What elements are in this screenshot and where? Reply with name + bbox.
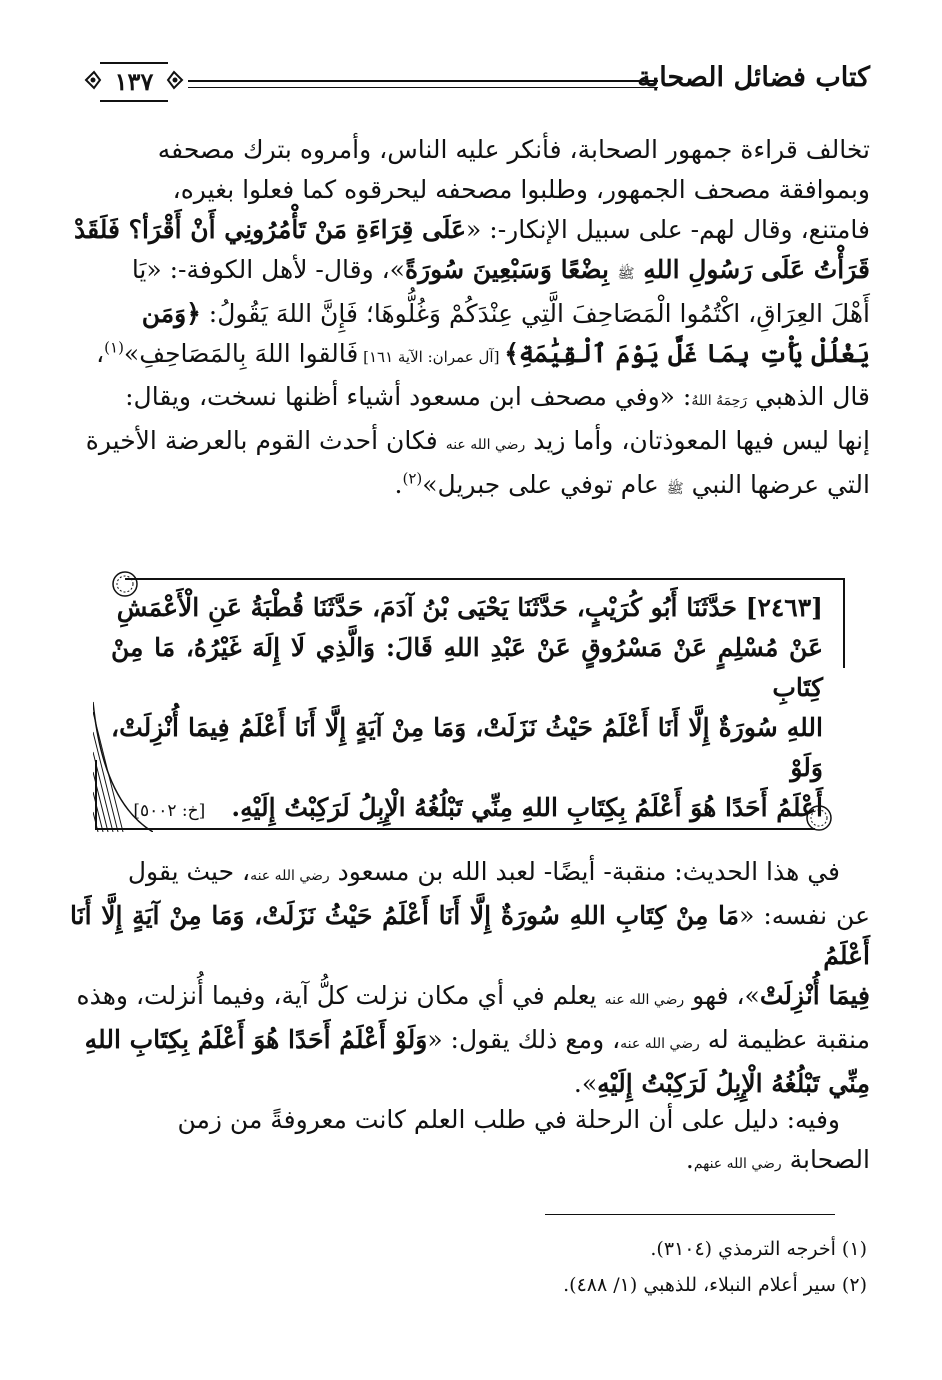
- text-line: [70, 421, 870, 465]
- header-rule-thin: [188, 87, 658, 88]
- hadith-span: أَعْلَمُ أَحَدًا هُوَ أَعْلَمُ بِكِتَابِ اللهِ مِنِّي تَبْلُغُهُ الْإِبِلُ لَرَكِبْتُ إِلَيْهِ.: [231, 793, 823, 822]
- text-span: .: [394, 470, 403, 499]
- paragraph-2: [70, 852, 870, 1104]
- text-line: [70, 852, 870, 896]
- text-span: أَهْلَ العِرَاقِ، اكْتُمُوا الْمَصَاحِفَ الَّتِي عِنْدَكُمْ وَغُلُّوهَا؛ فَإِنَّ اللهَ يَقُولُ:: [200, 299, 870, 328]
- frame-border: [125, 578, 845, 580]
- footnote-2: (٢) سير أعلام النبلاء، للذهبي (١/ ٤٨٨).: [563, 1274, 867, 1296]
- text-line: [70, 896, 870, 976]
- text-span: عام توفي على جبريل»: [422, 470, 667, 499]
- text-span: فَالقوا اللهَ بِالمَصَاحِفِ»: [123, 339, 359, 368]
- text-span: إنها ليس فيها المعوذتان، وأما زيد: [525, 426, 870, 455]
- hadith-reference: [خ: ٥٠٠٢]: [133, 801, 206, 821]
- quran-quote: ﴿وَمَن: [141, 299, 201, 328]
- text-span: : «وفي مصحف ابن مسعود أشياء أظنها نسخت، ويقال:: [125, 382, 692, 411]
- quote-bold: قَرَأْتُ عَلَى رَسُولِ اللهِ: [634, 255, 870, 284]
- verse-reference: [آل عمران: الآية ١٦١]: [358, 348, 505, 366]
- honorific-glyph: ﷺ: [666, 481, 684, 497]
- text-line: [70, 294, 870, 334]
- text-span: التي عرضها النبي: [683, 470, 870, 499]
- text-span: »، وقال- لأهل الكوفة-: «يَا: [131, 255, 405, 284]
- quote-bold: عَلَى قِرَاءَةِ مَنْ تَأْمُرُونِي أَنْ أَقْرَأ؟ فَلَقَدْ: [73, 215, 467, 244]
- page-header: [80, 58, 870, 114]
- honorific-glyph: رضي الله عنه: [620, 1036, 700, 1052]
- text-span: فامتنع، وقال لهم- على سبيل الإنكار-: «: [466, 215, 870, 244]
- text-line: [70, 210, 870, 250]
- footnote-1: (١) أخرجه الترمذي (٣١٠٤).: [650, 1238, 867, 1260]
- page-number-frame: [80, 58, 188, 102]
- text-line: [70, 334, 870, 377]
- text-span: ، حيث يقول: [127, 857, 251, 886]
- text-span: ».: [573, 1069, 598, 1098]
- honorific-glyph: ﷺ: [617, 266, 635, 282]
- text-line: وبموافقة مصحف الجمهور، وطلبوا مصحفه ليحرقوه كما فعلوا بغيره،: [172, 175, 870, 204]
- hadith-line: عَنْ مُسْلِمٍ عَنْ مَسْرُوقٍ عَنْ عَبْدِ اللهِ قَالَ: وَالَّذِي لَا إِلَهَ غَيْرُهُ، مَا مِنْ كِتَابِ: [111, 633, 823, 702]
- hadith-frame: [95, 578, 845, 830]
- quran-quote: يَغْلُلْ يَأْتِ بِمَا غَلَّ يَوْمَ ٱلْقِيَٰمَةِ﴾: [504, 339, 870, 368]
- honorific-glyph: رضي الله عنه: [250, 868, 330, 884]
- hadith-text: [111, 588, 823, 831]
- quote-bold: فِيمَا أُنْزِلَتْ: [759, 981, 870, 1010]
- text-span: الصحابة: [781, 1145, 870, 1174]
- text-span: ،: [96, 339, 105, 368]
- book-title: كتاب فضائل الصحابة: [637, 62, 870, 93]
- honorific-glyph: رضي الله عنه: [445, 437, 526, 453]
- paragraph-1: [70, 130, 870, 509]
- text-line: [70, 976, 870, 1020]
- header-rule: [188, 80, 658, 82]
- text-line: [70, 1140, 870, 1184]
- quote-bold: بِضْعًا وَسَبْعِينَ سُورَةً: [404, 255, 618, 284]
- honorific-glyph: رضي الله عنه: [604, 992, 685, 1008]
- text-span: »، فهو: [684, 981, 760, 1010]
- honorific-glyph: رضي الله عنهم: [693, 1156, 782, 1172]
- text-span: يعلم في أي مكان نزلت كلُّ آية، وفيما أُنزلت، وهذه: [76, 981, 605, 1010]
- hadith-line: [٢٤٦٣] حَدَّثَنَا أَبُو كُرَيْبٍ، حَدَّثَنَا يَحْيَى بْنُ آدَمَ، حَدَّثَنَا قُطْبَةُ عَنِ الْأَعْمَشِ: [116, 593, 823, 622]
- quote-bold: وَلَوْ أَعْلَمُ أَحَدًا هُوَ أَعْلَمُ بِكِتَابِ اللهِ: [84, 1025, 428, 1054]
- text-line: وفيه: دليل على أن الرحلة في طلب العلم كانت معروفةً من زمن: [177, 1105, 840, 1134]
- page-number: ١٣٧: [100, 62, 168, 102]
- frame-border: [843, 578, 845, 668]
- hadith-line: [111, 788, 823, 831]
- paragraph-3: [70, 1100, 870, 1184]
- text-span: منقبة عظيمة له: [699, 1025, 870, 1054]
- text-line: [70, 377, 870, 421]
- text-line: [70, 465, 870, 509]
- footnote-marker: (٢): [402, 469, 423, 488]
- text-span: عن نفسه: «: [739, 901, 870, 930]
- text-span: فكان أحدث القوم بالعرضة الأخيرة: [85, 426, 446, 455]
- quote-bold: مَا مِنْ كِتَابِ اللهِ سُورَةٌ إِلَّا أَنَا أَعْلَمُ حَيْثُ نَزَلَتْ، وَمَا مِنْ آيَةٍ إِلَّا أَنَا أَعْلَمُ: [70, 901, 870, 970]
- text-line: [70, 250, 870, 294]
- footnote-divider: [545, 1214, 835, 1215]
- quote-bold: مِنِّي تَبْلُغُهُ الْإِبِلُ لَرَكِبْتُ إِلَيْهِ: [597, 1069, 870, 1098]
- text-line: تخالف قراءة جمهور الصحابة، فأنكر عليه الناس، وأمروه بترك مصحفه: [157, 135, 870, 164]
- honorific-glyph: رَحِمَهُ اللهُ: [691, 393, 748, 409]
- footnote-marker: (١): [104, 338, 124, 357]
- text-span: ، ومع ذلك يقول: «: [427, 1025, 621, 1054]
- text-span: في هذا الحديث: منقبة- أيضًا- لعبد الله بن مسعود: [329, 857, 840, 886]
- text-span: .: [685, 1145, 694, 1174]
- text-line: [70, 1064, 870, 1104]
- text-span: قال الذهبي: [747, 382, 870, 411]
- text-line: [70, 1020, 870, 1064]
- hadith-line: اللهِ سُورَةٌ إِلَّا أَنَا أَعْلَمُ حَيْثُ نَزَلَتْ، وَمَا مِنْ آيَةٍ إِلَّا أَنَا أَعْلَمُ فِيمَا أُنْزِلَتْ، وَلَوْ: [111, 713, 823, 782]
